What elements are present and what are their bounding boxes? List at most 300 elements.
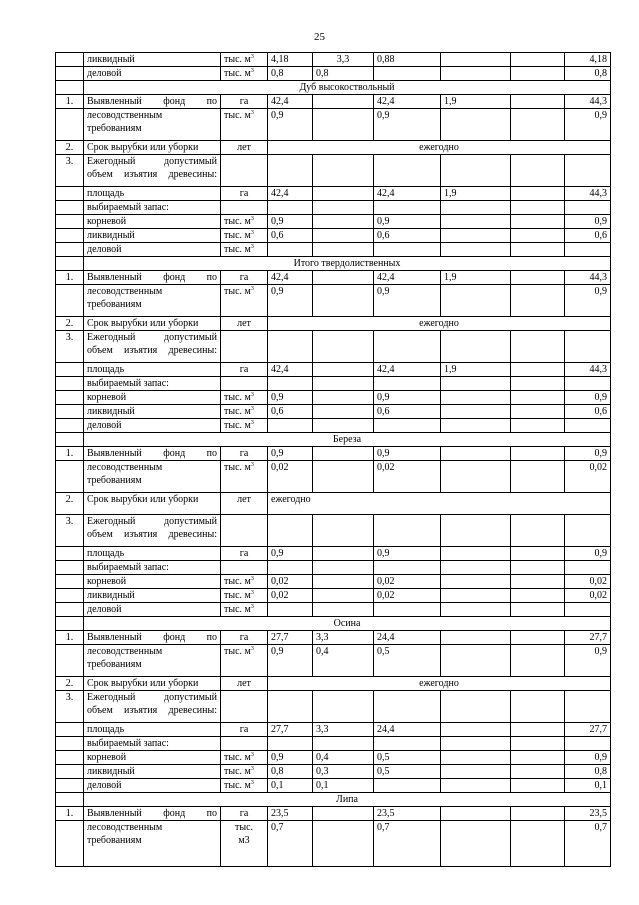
- table-cell: [374, 53, 441, 67]
- table-cell: [374, 155, 441, 187]
- table-cell: [56, 677, 84, 691]
- cell-text: 0,9: [594, 392, 607, 403]
- cell-text: 0,6: [271, 230, 284, 241]
- table-row: [56, 645, 611, 677]
- table-cell: [441, 187, 511, 201]
- table-cell: [84, 575, 221, 589]
- table-cell: [221, 765, 268, 779]
- table-cell: [374, 751, 441, 765]
- cell-text: 2.: [65, 678, 74, 689]
- table-cell: [565, 765, 611, 779]
- unit-superscript: 3: [250, 406, 254, 412]
- cell-text: тыс. м: [224, 230, 251, 241]
- table-cell: [511, 109, 565, 141]
- cell-text: Выявленный фонд по: [87, 632, 217, 643]
- table-cell: [56, 645, 84, 677]
- cell-text: ежегодно: [419, 142, 459, 153]
- table-cell: [565, 391, 611, 405]
- table-cell: [511, 515, 565, 547]
- table-cell: [565, 447, 611, 461]
- table-cell: [56, 691, 84, 723]
- table-cell: [313, 779, 374, 793]
- table-cell: [221, 109, 268, 141]
- section-row: [56, 617, 611, 631]
- table-cell: [84, 493, 221, 515]
- table-cell: [374, 589, 441, 603]
- table-cell: [374, 405, 441, 419]
- cell-text: 2.: [65, 142, 74, 153]
- table-cell: [565, 575, 611, 589]
- cell-text: требованиям: [87, 659, 142, 670]
- cell-text: 0,9: [594, 448, 607, 459]
- table-cell: [56, 779, 84, 793]
- table-cell: [221, 67, 268, 81]
- cell-text: лесоводственным: [87, 822, 163, 833]
- table-cell: [84, 765, 221, 779]
- table-cell: [441, 405, 511, 419]
- table-cell: [313, 201, 374, 215]
- cell-text: 0,6: [594, 230, 607, 241]
- table-cell: [56, 243, 84, 257]
- table-cell: [441, 575, 511, 589]
- table-row: [56, 405, 611, 419]
- cell-text: ликвидный: [87, 590, 135, 601]
- cell-text: Выявленный фонд по: [87, 448, 217, 459]
- table-row: [56, 561, 611, 575]
- table-cell: [84, 779, 221, 793]
- table-cell: [268, 317, 611, 331]
- table-cell: [56, 737, 84, 751]
- table-row: [56, 493, 611, 515]
- cell-text: 42,4: [377, 96, 395, 107]
- cell-text: 0,1: [316, 780, 329, 791]
- table-cell: [313, 187, 374, 201]
- cell-text: 42,4: [377, 272, 395, 283]
- table-cell: [374, 109, 441, 141]
- table-cell: [56, 493, 84, 515]
- table-cell: [511, 723, 565, 737]
- cell-text: 0,6: [594, 406, 607, 417]
- table-cell: [565, 215, 611, 229]
- table-cell: [565, 779, 611, 793]
- table-row: [56, 751, 611, 765]
- table-row: [56, 779, 611, 793]
- unit-superscript: 3: [250, 68, 254, 74]
- table-cell: [374, 723, 441, 737]
- table-cell: [84, 285, 221, 317]
- table-cell: [374, 419, 441, 433]
- table-cell: [221, 201, 268, 215]
- table-cell: [511, 187, 565, 201]
- cell-text: га: [239, 548, 249, 559]
- table-cell: [313, 377, 374, 391]
- table-cell: [56, 447, 84, 461]
- unit-superscript: 3: [250, 54, 254, 60]
- table-cell: [374, 201, 441, 215]
- cell-text: 2.: [65, 318, 74, 329]
- table-cell: [56, 603, 84, 617]
- unit-superscript: 3: [250, 780, 254, 786]
- cell-text: 1.: [65, 272, 74, 283]
- table-cell: [84, 645, 221, 677]
- cell-text: ликвидный: [87, 406, 135, 417]
- table-cell: [84, 461, 221, 493]
- cell-text: 1,9: [444, 364, 457, 375]
- cell-text: корневой: [87, 392, 127, 403]
- table-cell: [313, 363, 374, 377]
- table-cell: [313, 67, 374, 81]
- table-cell: [511, 95, 565, 109]
- table-row: [56, 317, 611, 331]
- table-cell: [221, 751, 268, 765]
- table-row: [56, 691, 611, 723]
- cell-text: 0,4: [316, 752, 329, 763]
- table-cell: [221, 589, 268, 603]
- table-cell: [221, 821, 268, 867]
- unit-superscript: 3: [250, 420, 254, 426]
- cell-text: 1,9: [444, 272, 457, 283]
- table-cell: [565, 155, 611, 187]
- table-cell: [268, 515, 313, 547]
- cell-text: 0,9: [377, 286, 390, 297]
- table-row: [56, 723, 611, 737]
- cell-text: 42,4: [271, 188, 289, 199]
- table-cell: [56, 187, 84, 201]
- cell-text: 27,7: [271, 724, 289, 735]
- table-cell: [565, 589, 611, 603]
- table-row: [56, 363, 611, 377]
- cell-text: 3.: [65, 332, 74, 343]
- table-cell: [84, 603, 221, 617]
- cell-text: 44,3: [589, 272, 607, 283]
- table-cell: [374, 447, 441, 461]
- cell-text: Выявленный фонд по: [87, 808, 217, 819]
- cell-text: тыс. м: [224, 110, 251, 121]
- cell-text: ежегодно: [419, 318, 459, 329]
- cell-text: 23,5: [271, 808, 289, 819]
- cell-text: 0,8: [316, 68, 329, 79]
- unit-superscript: 3: [250, 462, 254, 468]
- table-cell: [565, 271, 611, 285]
- cell-text: 0,9: [594, 216, 607, 227]
- cell-text: га: [239, 188, 249, 199]
- table-cell: [221, 285, 268, 317]
- table-cell: [56, 807, 84, 821]
- table-cell: [221, 215, 268, 229]
- table-cell: [565, 751, 611, 765]
- table-cell: [511, 285, 565, 317]
- table-cell: [313, 645, 374, 677]
- cell-text: м3: [238, 835, 250, 846]
- cell-text: га: [239, 808, 249, 819]
- table-cell: [268, 229, 313, 243]
- table-row: [56, 461, 611, 493]
- table-cell: [441, 561, 511, 575]
- cell-text: 0,02: [271, 576, 289, 587]
- table-cell: [441, 807, 511, 821]
- table-cell: [565, 53, 611, 67]
- cell-text: требованиям: [87, 835, 142, 846]
- table-cell: [374, 67, 441, 81]
- table-cell: [441, 243, 511, 257]
- table-cell: [221, 187, 268, 201]
- cell-text: 0,9: [377, 392, 390, 403]
- cell-text: 0,02: [589, 590, 607, 601]
- table-cell: [268, 561, 313, 575]
- cell-text: 2.: [65, 494, 74, 505]
- cell-text: 42,4: [271, 96, 289, 107]
- table-cell: [374, 285, 441, 317]
- cell-text: тыс. м: [224, 244, 251, 255]
- table-cell: [313, 765, 374, 779]
- cell-text: Срок вырубки или уборки: [87, 318, 199, 329]
- table-cell: [565, 201, 611, 215]
- table-cell: [441, 603, 511, 617]
- cell-text: объем изъятия древесины:: [87, 345, 217, 356]
- cell-text: 0,9: [594, 548, 607, 559]
- table-cell: [441, 645, 511, 677]
- table-cell: [268, 807, 313, 821]
- cell-text: 0,02: [271, 590, 289, 601]
- table-cell: [313, 95, 374, 109]
- table-cell: [56, 109, 84, 141]
- table-cell: [84, 317, 221, 331]
- table-row: [56, 419, 611, 433]
- table-cell: [313, 603, 374, 617]
- forest-resource-table: [55, 52, 611, 867]
- table-cell: [511, 363, 565, 377]
- cell-text: 3.: [65, 692, 74, 703]
- cell-text: объем изъятия древесины:: [87, 169, 217, 180]
- cell-text: тыс. м: [224, 752, 251, 763]
- table-cell: [313, 53, 374, 67]
- table-row: [56, 285, 611, 317]
- unit-superscript: 3: [250, 110, 254, 116]
- cell-text: тыс. м: [224, 604, 251, 615]
- cell-text: 0,9: [594, 286, 607, 297]
- table-cell: [313, 461, 374, 493]
- table-cell: [511, 807, 565, 821]
- table-cell: [511, 561, 565, 575]
- table-cell: [374, 363, 441, 377]
- table-cell: [565, 229, 611, 243]
- table-cell: [374, 631, 441, 645]
- cell-text: 0,8: [271, 766, 284, 777]
- cell-text: 0,02: [271, 462, 289, 473]
- cell-text: 0,9: [271, 110, 284, 121]
- cell-text: 44,3: [589, 96, 607, 107]
- cell-text: 42,4: [377, 188, 395, 199]
- table-cell: [56, 561, 84, 575]
- cell-text: 0,7: [594, 822, 607, 833]
- cell-text: 0,6: [377, 406, 390, 417]
- table-cell: [221, 141, 268, 155]
- page-number: 25: [314, 31, 325, 43]
- cell-text: площадь: [87, 724, 125, 735]
- table-cell: [221, 631, 268, 645]
- cell-text: ликвидный: [87, 766, 135, 777]
- table-cell: [313, 229, 374, 243]
- cell-text: площадь: [87, 364, 125, 375]
- table-cell: [221, 603, 268, 617]
- cell-text: 0,9: [271, 216, 284, 227]
- table-row: [56, 201, 611, 215]
- table-cell: [441, 155, 511, 187]
- table-row: [56, 229, 611, 243]
- cell-text: тыс. м: [224, 406, 251, 417]
- cell-text: 3.: [65, 156, 74, 167]
- table-cell: [84, 547, 221, 561]
- table-cell: [221, 677, 268, 691]
- table-cell: [313, 243, 374, 257]
- cell-text: 44,3: [589, 364, 607, 375]
- cell-text: 3,3: [316, 724, 329, 735]
- table-cell: [56, 631, 84, 645]
- cell-text: деловой: [87, 420, 122, 431]
- table-cell: [511, 447, 565, 461]
- table-cell: [84, 67, 221, 81]
- cell-text: тыс. м: [224, 216, 251, 227]
- table-cell: [511, 201, 565, 215]
- cell-text: объем изъятия древесины:: [87, 529, 217, 540]
- table-cell: [511, 779, 565, 793]
- unit-superscript: 3: [250, 392, 254, 398]
- table-cell: [84, 447, 221, 461]
- table-cell: [268, 493, 611, 515]
- cell-text: 4,18: [271, 54, 289, 65]
- table-cell: [268, 779, 313, 793]
- cell-text: 24,4: [377, 632, 395, 643]
- table-cell: [268, 201, 313, 215]
- section-row: [56, 257, 611, 271]
- table-cell: [374, 515, 441, 547]
- cell-text: корневой: [87, 576, 127, 587]
- table-cell: [565, 187, 611, 201]
- cell-text: 1,9: [444, 188, 457, 199]
- table-cell: [511, 575, 565, 589]
- table-cell: [565, 723, 611, 737]
- cell-text: ликвидный: [87, 230, 135, 241]
- table-row: [56, 547, 611, 561]
- table-cell: [374, 603, 441, 617]
- table-cell: [511, 229, 565, 243]
- cell-text: лет: [237, 142, 251, 153]
- table-cell: [374, 215, 441, 229]
- section-row: [56, 81, 611, 95]
- table-cell: [565, 807, 611, 821]
- table-cell: [56, 271, 84, 285]
- table-cell: [511, 751, 565, 765]
- cell-text: тыс. м: [224, 392, 251, 403]
- cell-text: Срок вырубки или уборки: [87, 142, 199, 153]
- table-cell: [511, 331, 565, 363]
- cell-text: требованиям: [87, 299, 142, 310]
- table-cell: [84, 109, 221, 141]
- table-cell: [56, 155, 84, 187]
- table-cell: [268, 155, 313, 187]
- table-cell: [313, 575, 374, 589]
- table-cell: [84, 419, 221, 433]
- table-cell: [441, 751, 511, 765]
- cell-text: 1.: [65, 448, 74, 459]
- table-cell: [84, 201, 221, 215]
- cell-text: 0,9: [271, 752, 284, 763]
- table-cell: [268, 691, 313, 723]
- table-cell: [268, 391, 313, 405]
- cell-text: тыс.: [234, 822, 254, 833]
- table-cell: [268, 821, 313, 867]
- table-cell: [56, 589, 84, 603]
- table-cell: [221, 243, 268, 257]
- table-row: [56, 603, 611, 617]
- table-cell: [221, 575, 268, 589]
- table-cell: [441, 109, 511, 141]
- table-cell: [374, 547, 441, 561]
- table-cell: [268, 645, 313, 677]
- table-cell: [511, 271, 565, 285]
- table-cell: [511, 215, 565, 229]
- cell-text: 42,4: [271, 364, 289, 375]
- table-cell: [565, 419, 611, 433]
- cell-text: требованиям: [87, 123, 142, 134]
- cell-text: га: [239, 724, 249, 735]
- table-cell: [511, 155, 565, 187]
- table-cell: [374, 737, 441, 751]
- section-title: Дуб высокоствольный: [84, 81, 611, 95]
- cell-text: 0,4: [316, 646, 329, 657]
- cell-text: га: [239, 96, 249, 107]
- table-cell: [56, 433, 84, 447]
- table-cell: [313, 807, 374, 821]
- cell-text: тыс. м: [224, 286, 251, 297]
- table-cell: [441, 723, 511, 737]
- table-cell: [268, 285, 313, 317]
- table-cell: [56, 67, 84, 81]
- table-cell: [511, 821, 565, 867]
- table-cell: [441, 285, 511, 317]
- table-cell: [84, 187, 221, 201]
- table-cell: [221, 331, 268, 363]
- table-cell: [441, 779, 511, 793]
- table-cell: [441, 821, 511, 867]
- table-cell: [511, 547, 565, 561]
- table-cell: [313, 215, 374, 229]
- table-cell: [221, 779, 268, 793]
- table-cell: [374, 821, 441, 867]
- table-cell: [56, 95, 84, 109]
- table-cell: [56, 53, 84, 67]
- table-cell: [441, 363, 511, 377]
- table-cell: [84, 377, 221, 391]
- cell-text: 3,3: [336, 54, 350, 65]
- table-cell: [511, 765, 565, 779]
- cell-text: 1.: [65, 632, 74, 643]
- table-cell: [221, 547, 268, 561]
- section-title: Осина: [84, 617, 611, 631]
- table-cell: [511, 405, 565, 419]
- table-cell: [313, 405, 374, 419]
- cell-text: Выявленный фонд по: [87, 96, 217, 107]
- cell-text: требованиям: [87, 475, 142, 486]
- table-row: [56, 765, 611, 779]
- cell-text: 0,9: [271, 286, 284, 297]
- cell-text: тыс. м: [224, 576, 251, 587]
- table-cell: [84, 95, 221, 109]
- cell-text: 0,3: [316, 766, 329, 777]
- table-cell: [221, 645, 268, 677]
- table-cell: [56, 575, 84, 589]
- cell-text: тыс. м: [224, 68, 251, 79]
